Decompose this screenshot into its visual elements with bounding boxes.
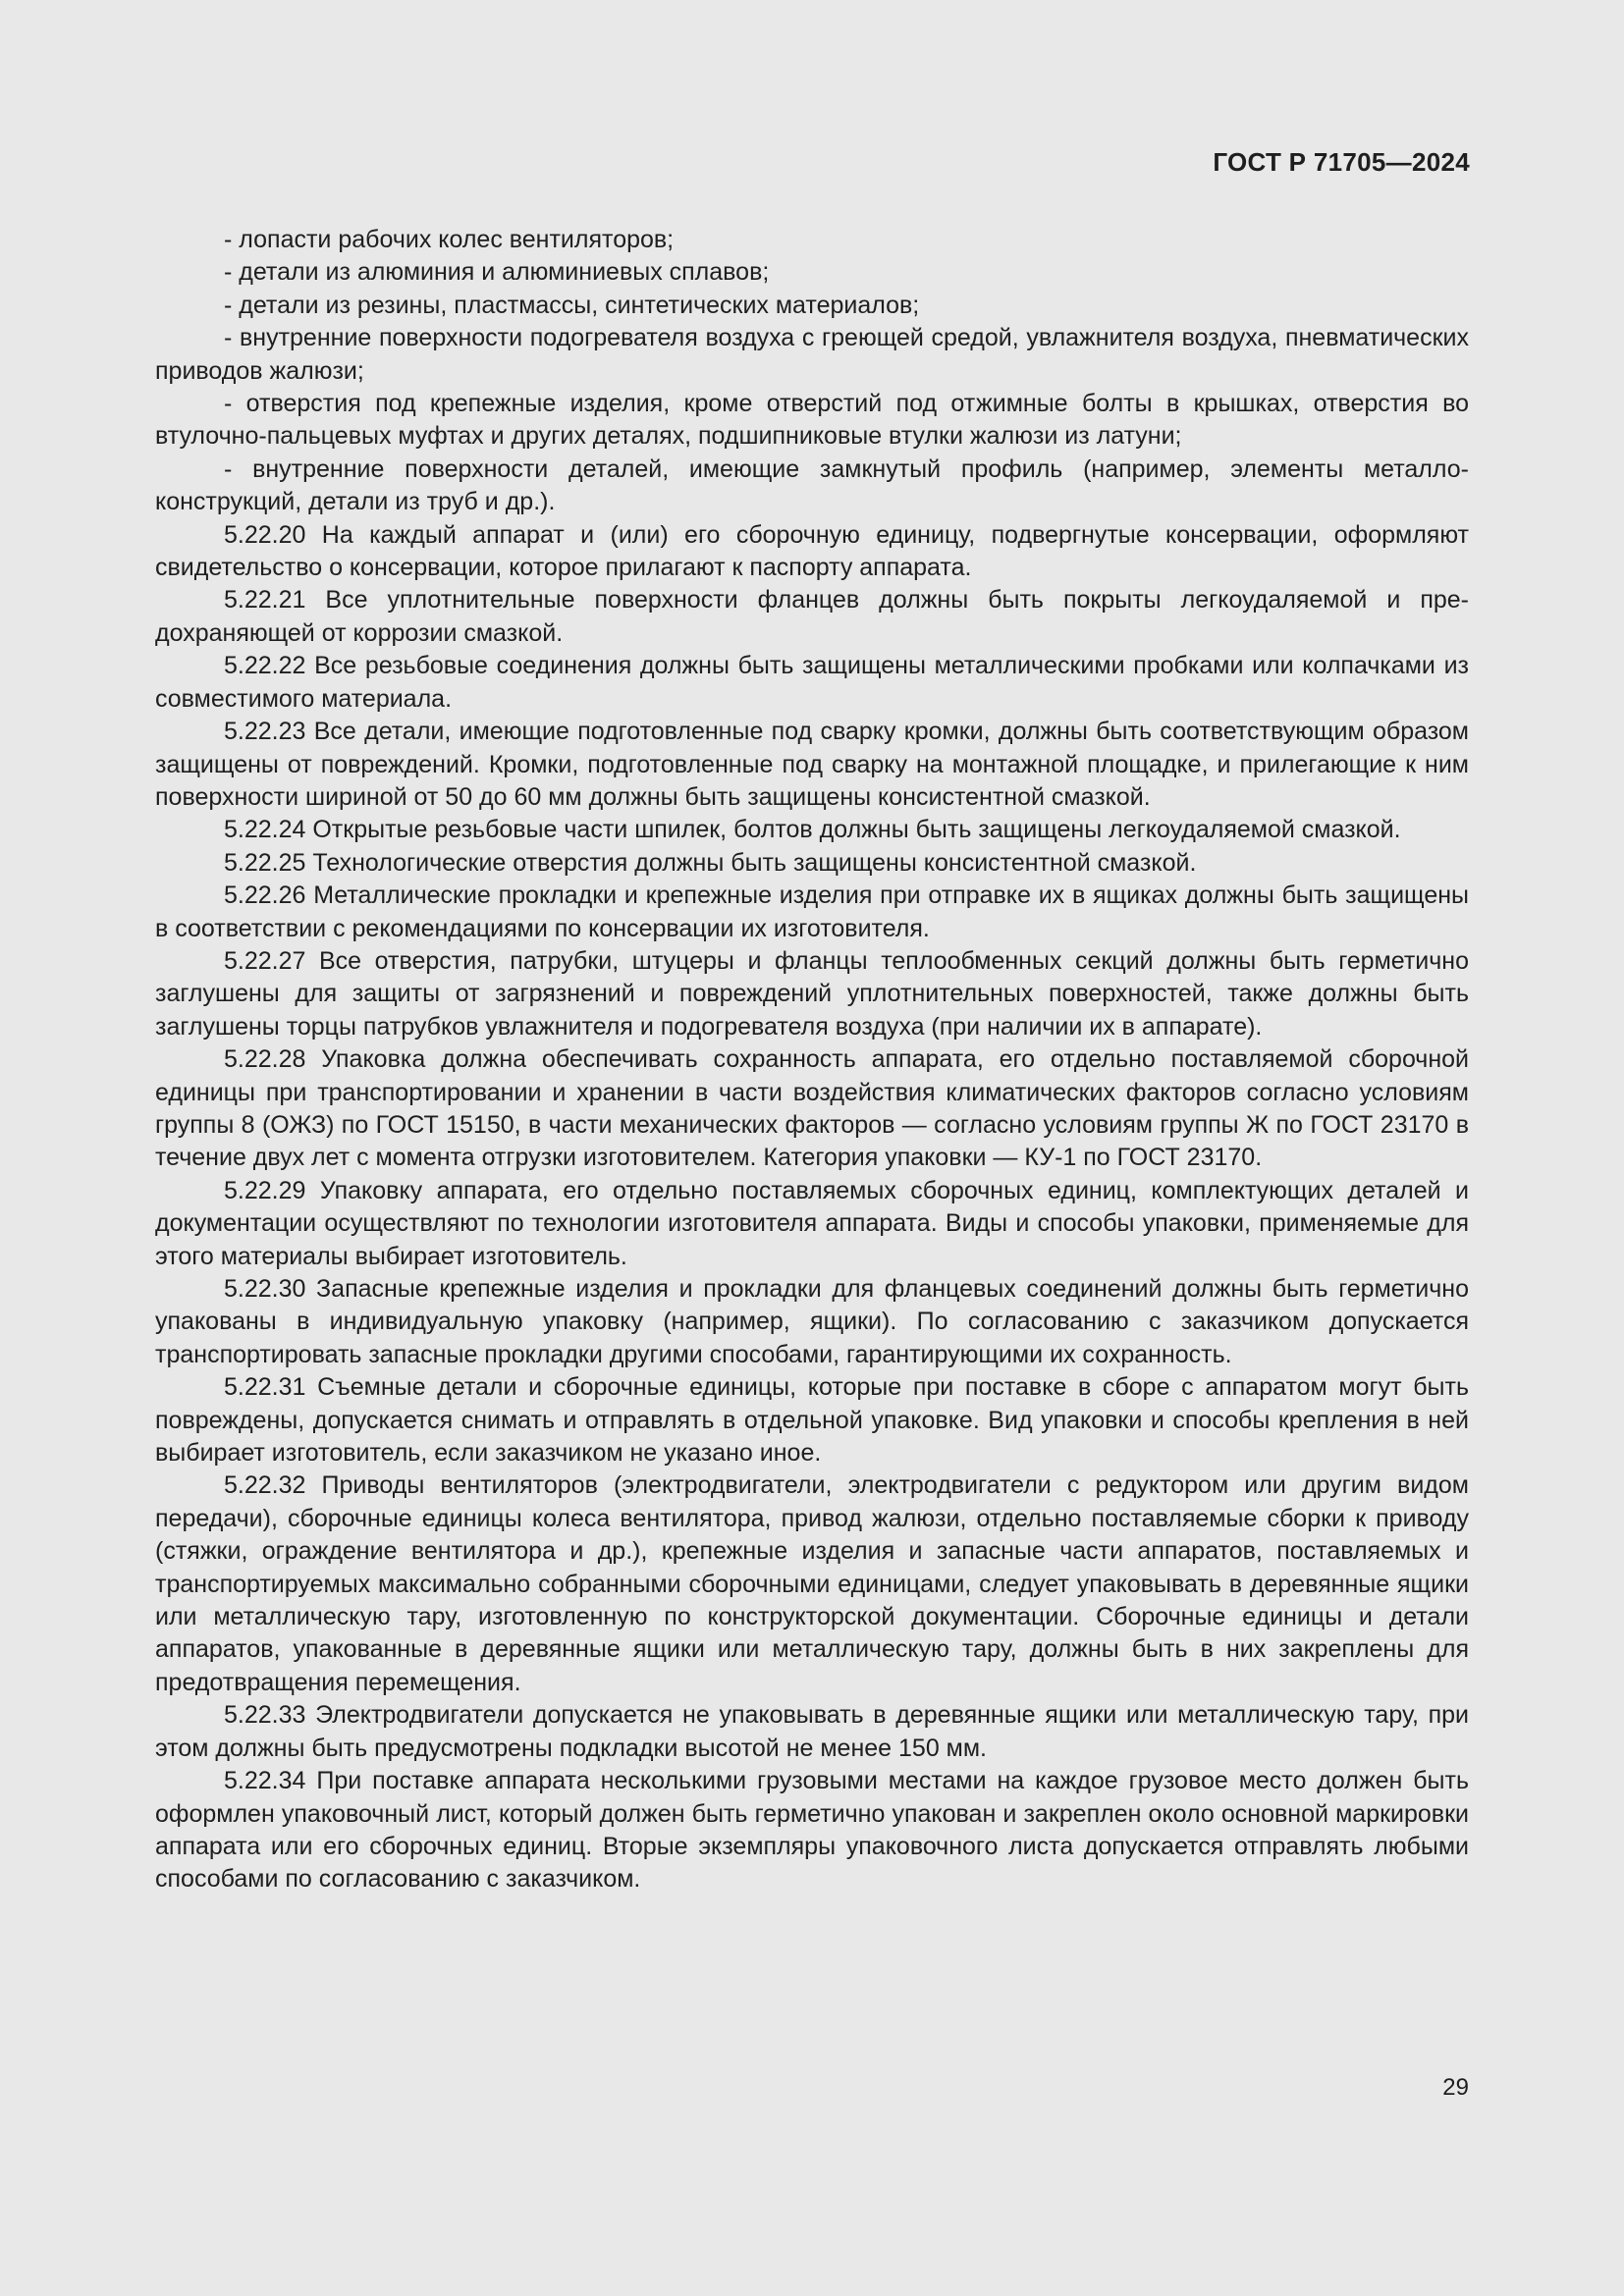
paragraph-5-22-32: 5.22.32 Приводы вентиляторов (электродвигатели, электродвигатели с редуктором или другим видом передачи), сборочные единицы колеса вентилятора, привод жалюзи, отдельно поставляемые сборки к приводу (стяжки, ограждение вентилятора и др.), крепежные изделия и запасные части аппаратов, поставляемых и транспортируемых максимально собранными сборочными единицами, следует упаковывать в деревянные ящики или металлическую тару, изготовленную по конструкторской документации. Сборочные единицы и детали аппаратов, упакованные в деревянные ящики или металлическую тару, должны быть в них закреплены для предотвращения перемещения. bbox=[155, 1471, 1469, 1696]
paragraph-5-22-28: 5.22.28 Упаковка должна обеспечивать сохранность аппарата, его отдельно поставляемой сборочной единицы при транспортировании и хранении в части воздействия климатических факторов согласно условиям группы 8 (ОЖЗ) по ГОСТ 15150, в части механических факторов — согласно условиям группы Ж по ГОСТ 23170 в течение двух лет с момента отгрузки изготовителем. Категория упаковки — КУ-1 по ГОСТ 23170. bbox=[155, 1045, 1469, 1172]
document-body bbox=[155, 224, 1469, 1896]
list-item: - детали из алюминия и алюминиевых сплавов; bbox=[224, 258, 770, 287]
paragraph-5-22-20: 5.22.20 На каждый аппарат и (или) его сборочную единицу, подвергнутые консервации, оформляют свидетельство о консервации, которое прилагают к паспорту аппарата. bbox=[155, 520, 1469, 582]
paragraph-5-22-30: 5.22.30 Запасные крепежные изделия и прокладки для фланцевых соединений должны быть герметично упакованы в индивидуальную упаковку (например, ящики). По согласованию с заказчиком допускается транспортировать запасные прокладки другими способами, гарантирующими их сохранность. bbox=[155, 1275, 1469, 1368]
document-header: ГОСТ Р 71705—2024 bbox=[1213, 147, 1470, 177]
paragraph-5-22-33: 5.22.33 Электродвигатели допускается не упаковывать в деревянные ящики или металлическую тару, при этом должны быть предусмотрены подкладки высотой не менее 150 мм. bbox=[155, 1701, 1469, 1762]
list-item: - лопасти рабочих колес вентиляторов; bbox=[224, 226, 675, 253]
list-item: - детали из резины, пластмассы, синтетических материалов; bbox=[224, 291, 920, 319]
paragraph-5-22-34: 5.22.34 При поставке аппарата несколькими грузовыми местами на каждое грузовое место должен быть оформлен упаковочный лист, который должен быть герметично упакован и закреплен около основной маркировки аппарата или его сборочных единиц. Вторые экземпляры упаковочного листа допускается отправлять любыми способами по согласованию с заказчиком. bbox=[155, 1767, 1469, 1894]
paragraph-5-22-22: 5.22.22 Все резьбовые соединения должны быть защищены металлическими пробками или колпачками из совместимого материала. bbox=[155, 652, 1469, 713]
paragraph-5-22-24: 5.22.24 Открытые резьбовые части шпилек, болтов должны быть защищены легкоудаляемой смазкой. bbox=[224, 816, 1401, 844]
paragraph-5-22-31: 5.22.31 Съемные детали и сборочные единицы, которые при поставке в сборе с аппаратом могут быть повреждены, допускается снимать и отправлять в отдельной упаковке. Вид упаковки и способы крепления в ней выбирает изготовитель, если заказчиком не указано иное. bbox=[155, 1373, 1469, 1468]
page-number: 29 bbox=[1442, 2074, 1469, 2101]
paragraph-5-22-27: 5.22.27 Все отверстия, патрубки, штуцеры и фланцы теплообменных секций должны быть герметично заглушены для защиты от загрязнений и повреждений уплотнительных поверхностей, также должны быть заглушены торцы патрубков увлажнителя и подогревателя воздуха (при наличии их в аппарате). bbox=[155, 946, 1469, 1041]
paragraph-5-22-23: 5.22.23 Все детали, имеющие подготовленные под сварку кромки, должны быть соответствующим образом защищены от повреждений. Кромки, подготовленные под сварку на монтажной площадке, и прилегающие к ним поверхности шириной от 50 до 60 мм должны быть защищены консистентной смазкой. bbox=[155, 718, 1469, 811]
list-item: - внутренние поверхности подогревателя воздуха с греющей средой, увлажнителя воздуха, пневматических приводов жалюзи; bbox=[155, 324, 1469, 385]
paragraph-5-22-29: 5.22.29 Упаковку аппарата, его отдельно поставляемых сборочных единиц, комплектующих деталей и документации осуществляют по технологии изготовителя аппарата. Виды и способы упаковки, применяемые для этого материалы выбирает изготовитель. bbox=[155, 1176, 1469, 1270]
paragraph-5-22-25: 5.22.25 Технологические отверстия должны быть защищены консистентной смазкой. bbox=[224, 848, 1197, 877]
list-item: - отверстия под крепежные изделия, кроме отверстий под отжимные болты в крышках, отверстия во втулочно-пальцевых муфтах и других деталях, подшипниковые втулки жалюзи из латуни; bbox=[155, 390, 1469, 451]
paragraph-5-22-21: 5.22.21 Все уплотнительные поверхности фланцев должны быть покрыты легкоудаляемой и предохраняющей от коррозии смазкой. bbox=[155, 586, 1469, 647]
paragraph-5-22-26: 5.22.26 Металлические прокладки и крепежные изделия при отправке их в ящиках должны быть защищены в соответствии с рекомендациями по консервации их изготовителя. bbox=[155, 881, 1469, 942]
list-item: - внутренние поверхности деталей, имеющие замкнутый профиль (например, элементы металлоконструкций, детали из труб и др.). bbox=[155, 454, 1469, 516]
